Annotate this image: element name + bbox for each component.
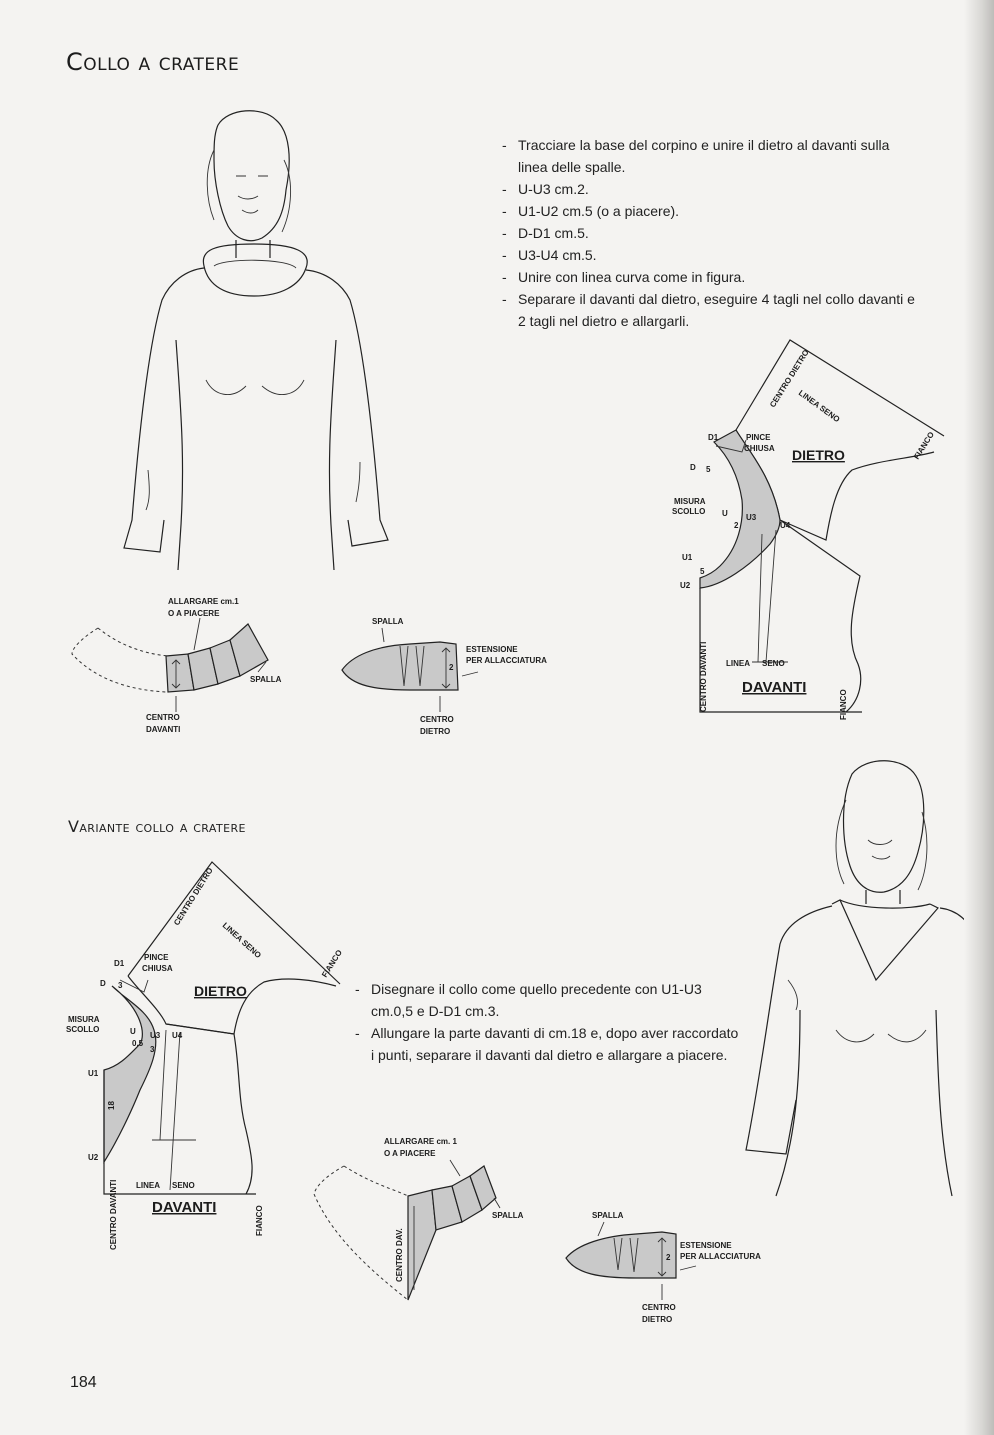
label-pince: PINCE bbox=[144, 953, 169, 962]
instruction-item: - D-D1 cm.5. bbox=[502, 222, 922, 244]
label-u2: U2 bbox=[680, 581, 691, 590]
collar-back-piece-1 bbox=[342, 617, 547, 736]
label-d: D bbox=[690, 463, 696, 472]
label-centro-dav: CENTRO DAV. bbox=[395, 1228, 404, 1282]
label-scollo: SCOLLO bbox=[672, 507, 706, 516]
label-centro-dietro: CENTRO DIETRO bbox=[768, 348, 811, 410]
label-d1: D1 bbox=[114, 959, 125, 968]
label-u3: U3 bbox=[746, 513, 757, 522]
label-05: 0,5 bbox=[132, 1039, 144, 1048]
label-u1: U1 bbox=[88, 1069, 99, 1078]
label-misura: MISURA bbox=[68, 1015, 100, 1024]
bodice-draft-1 bbox=[672, 340, 944, 720]
label-2: 2 bbox=[734, 521, 739, 530]
page-title: Collo a cratere bbox=[66, 48, 240, 76]
label-davanti: DAVANTI bbox=[146, 725, 181, 734]
label-3: 3 bbox=[150, 1045, 155, 1054]
label-centro-dietro: CENTRO DIETRO bbox=[172, 866, 215, 928]
section-subtitle: Variante collo a cratere bbox=[68, 817, 246, 836]
label-u3: U3 bbox=[150, 1031, 161, 1040]
label-estensione: ESTENSIONE bbox=[680, 1241, 732, 1250]
bodice-draft-2 bbox=[66, 862, 344, 1250]
label-allargare: ALLARGARE cm. 1 bbox=[384, 1137, 457, 1146]
fashion-figure-1 bbox=[124, 111, 388, 570]
instruction-item: - Tracciare la base del corpino e unire il dietro al davanti sulla linea delle spalle. bbox=[502, 134, 922, 178]
label-fianco: FIANCO bbox=[839, 689, 848, 720]
label-centro-davanti: CENTRO DAVANTI bbox=[699, 641, 708, 712]
label-dietro: DIETRO bbox=[420, 727, 451, 736]
label-per-allacciatura: PER ALLACCIATURA bbox=[466, 656, 547, 665]
fashion-figure-2 bbox=[746, 761, 976, 1196]
label-centro: CENTRO bbox=[420, 715, 454, 724]
label-seno: SENO bbox=[762, 659, 785, 668]
instruction-item: - U1-U2 cm.5 (o a piacere). bbox=[502, 200, 922, 222]
label-misura: MISURA bbox=[674, 497, 706, 506]
label-centro: CENTRO bbox=[642, 1303, 676, 1312]
label-dietro: DIETRO bbox=[642, 1315, 673, 1324]
label-allargare: ALLARGARE cm.1 bbox=[168, 597, 239, 606]
label-chiusa: CHIUSA bbox=[744, 444, 775, 453]
label-centro-davanti: CENTRO DAVANTI bbox=[109, 1179, 118, 1250]
label-linea: LINEA bbox=[726, 659, 750, 668]
collar-front-piece-1 bbox=[72, 597, 282, 734]
label-u: U bbox=[722, 509, 728, 518]
label-per-allacciatura: PER ALLACCIATURA bbox=[680, 1252, 761, 1261]
collar-front-piece-2 bbox=[314, 1137, 524, 1300]
label-5: 5 bbox=[700, 567, 705, 576]
label-davanti-big: DAVANTI bbox=[152, 1199, 217, 1216]
label-dietro-big: DIETRO bbox=[194, 983, 247, 999]
collar-back-piece-2 bbox=[566, 1211, 761, 1324]
label-u4: U4 bbox=[172, 1031, 183, 1040]
instruction-item: - U3-U4 cm.5. bbox=[502, 244, 922, 266]
label-scollo: SCOLLO bbox=[66, 1025, 100, 1034]
instruction-item: - Unire con linea curva come in figura. bbox=[502, 266, 922, 288]
label-o-a-piacere: O A PIACERE bbox=[384, 1149, 436, 1158]
instruction-item: - Allungare la parte davanti di cm.18 e, dopo aver raccordato i punti, separare il davanti dal dietro e allargare a piacere. bbox=[355, 1022, 745, 1066]
label-5: 5 bbox=[706, 465, 711, 474]
label-d1: D1 bbox=[708, 433, 719, 442]
label-spalla: SPALLA bbox=[492, 1211, 524, 1220]
label-linea-seno: LINEA SENO bbox=[796, 388, 842, 425]
label-spalla: SPALLA bbox=[592, 1211, 624, 1220]
label-3: 3 bbox=[118, 981, 123, 990]
label-d: D bbox=[100, 979, 106, 988]
label-spalla: SPALLA bbox=[372, 617, 404, 626]
label-dietro-big: DIETRO bbox=[792, 447, 845, 463]
label-u: U bbox=[130, 1027, 136, 1036]
label-spalla: SPALLA bbox=[250, 675, 282, 684]
instruction-item: - Separare il davanti dal dietro, eseguire 4 tagli nel collo davanti e 2 tagli nel dietro e allargarli. bbox=[502, 288, 922, 332]
label-chiusa: CHIUSA bbox=[142, 964, 173, 973]
label-fianco: FIANCO bbox=[320, 948, 344, 980]
label-centro: CENTRO bbox=[146, 713, 180, 722]
label-fianco: FIANCO bbox=[255, 1205, 264, 1236]
label-linea: LINEA bbox=[136, 1181, 160, 1190]
label-2: 2 bbox=[666, 1253, 671, 1262]
label-pince: PINCE bbox=[746, 433, 771, 442]
label-o-a-piacere: O A PIACERE bbox=[168, 609, 220, 618]
label-u4: U4 bbox=[780, 521, 791, 530]
label-seno: SENO bbox=[172, 1181, 195, 1190]
instruction-item: - Disegnare il collo come quello precedente con U1-U3 cm.0,5 e D-D1 cm.3. bbox=[355, 978, 745, 1022]
instruction-item: - U-U3 cm.2. bbox=[502, 178, 922, 200]
label-linea-seno: LINEA SENO bbox=[220, 920, 263, 961]
label-u2: U2 bbox=[88, 1153, 99, 1162]
label-18: 18 bbox=[107, 1101, 116, 1110]
page-edge-shadow bbox=[964, 0, 994, 1435]
page-number: 184 bbox=[70, 1374, 97, 1391]
label-estensione: ESTENSIONE bbox=[466, 645, 518, 654]
label-fianco: FIANCO bbox=[912, 430, 936, 462]
label-u1: U1 bbox=[682, 553, 693, 562]
label-2: 2 bbox=[449, 663, 454, 672]
label-davanti-big: DAVANTI bbox=[742, 679, 807, 696]
